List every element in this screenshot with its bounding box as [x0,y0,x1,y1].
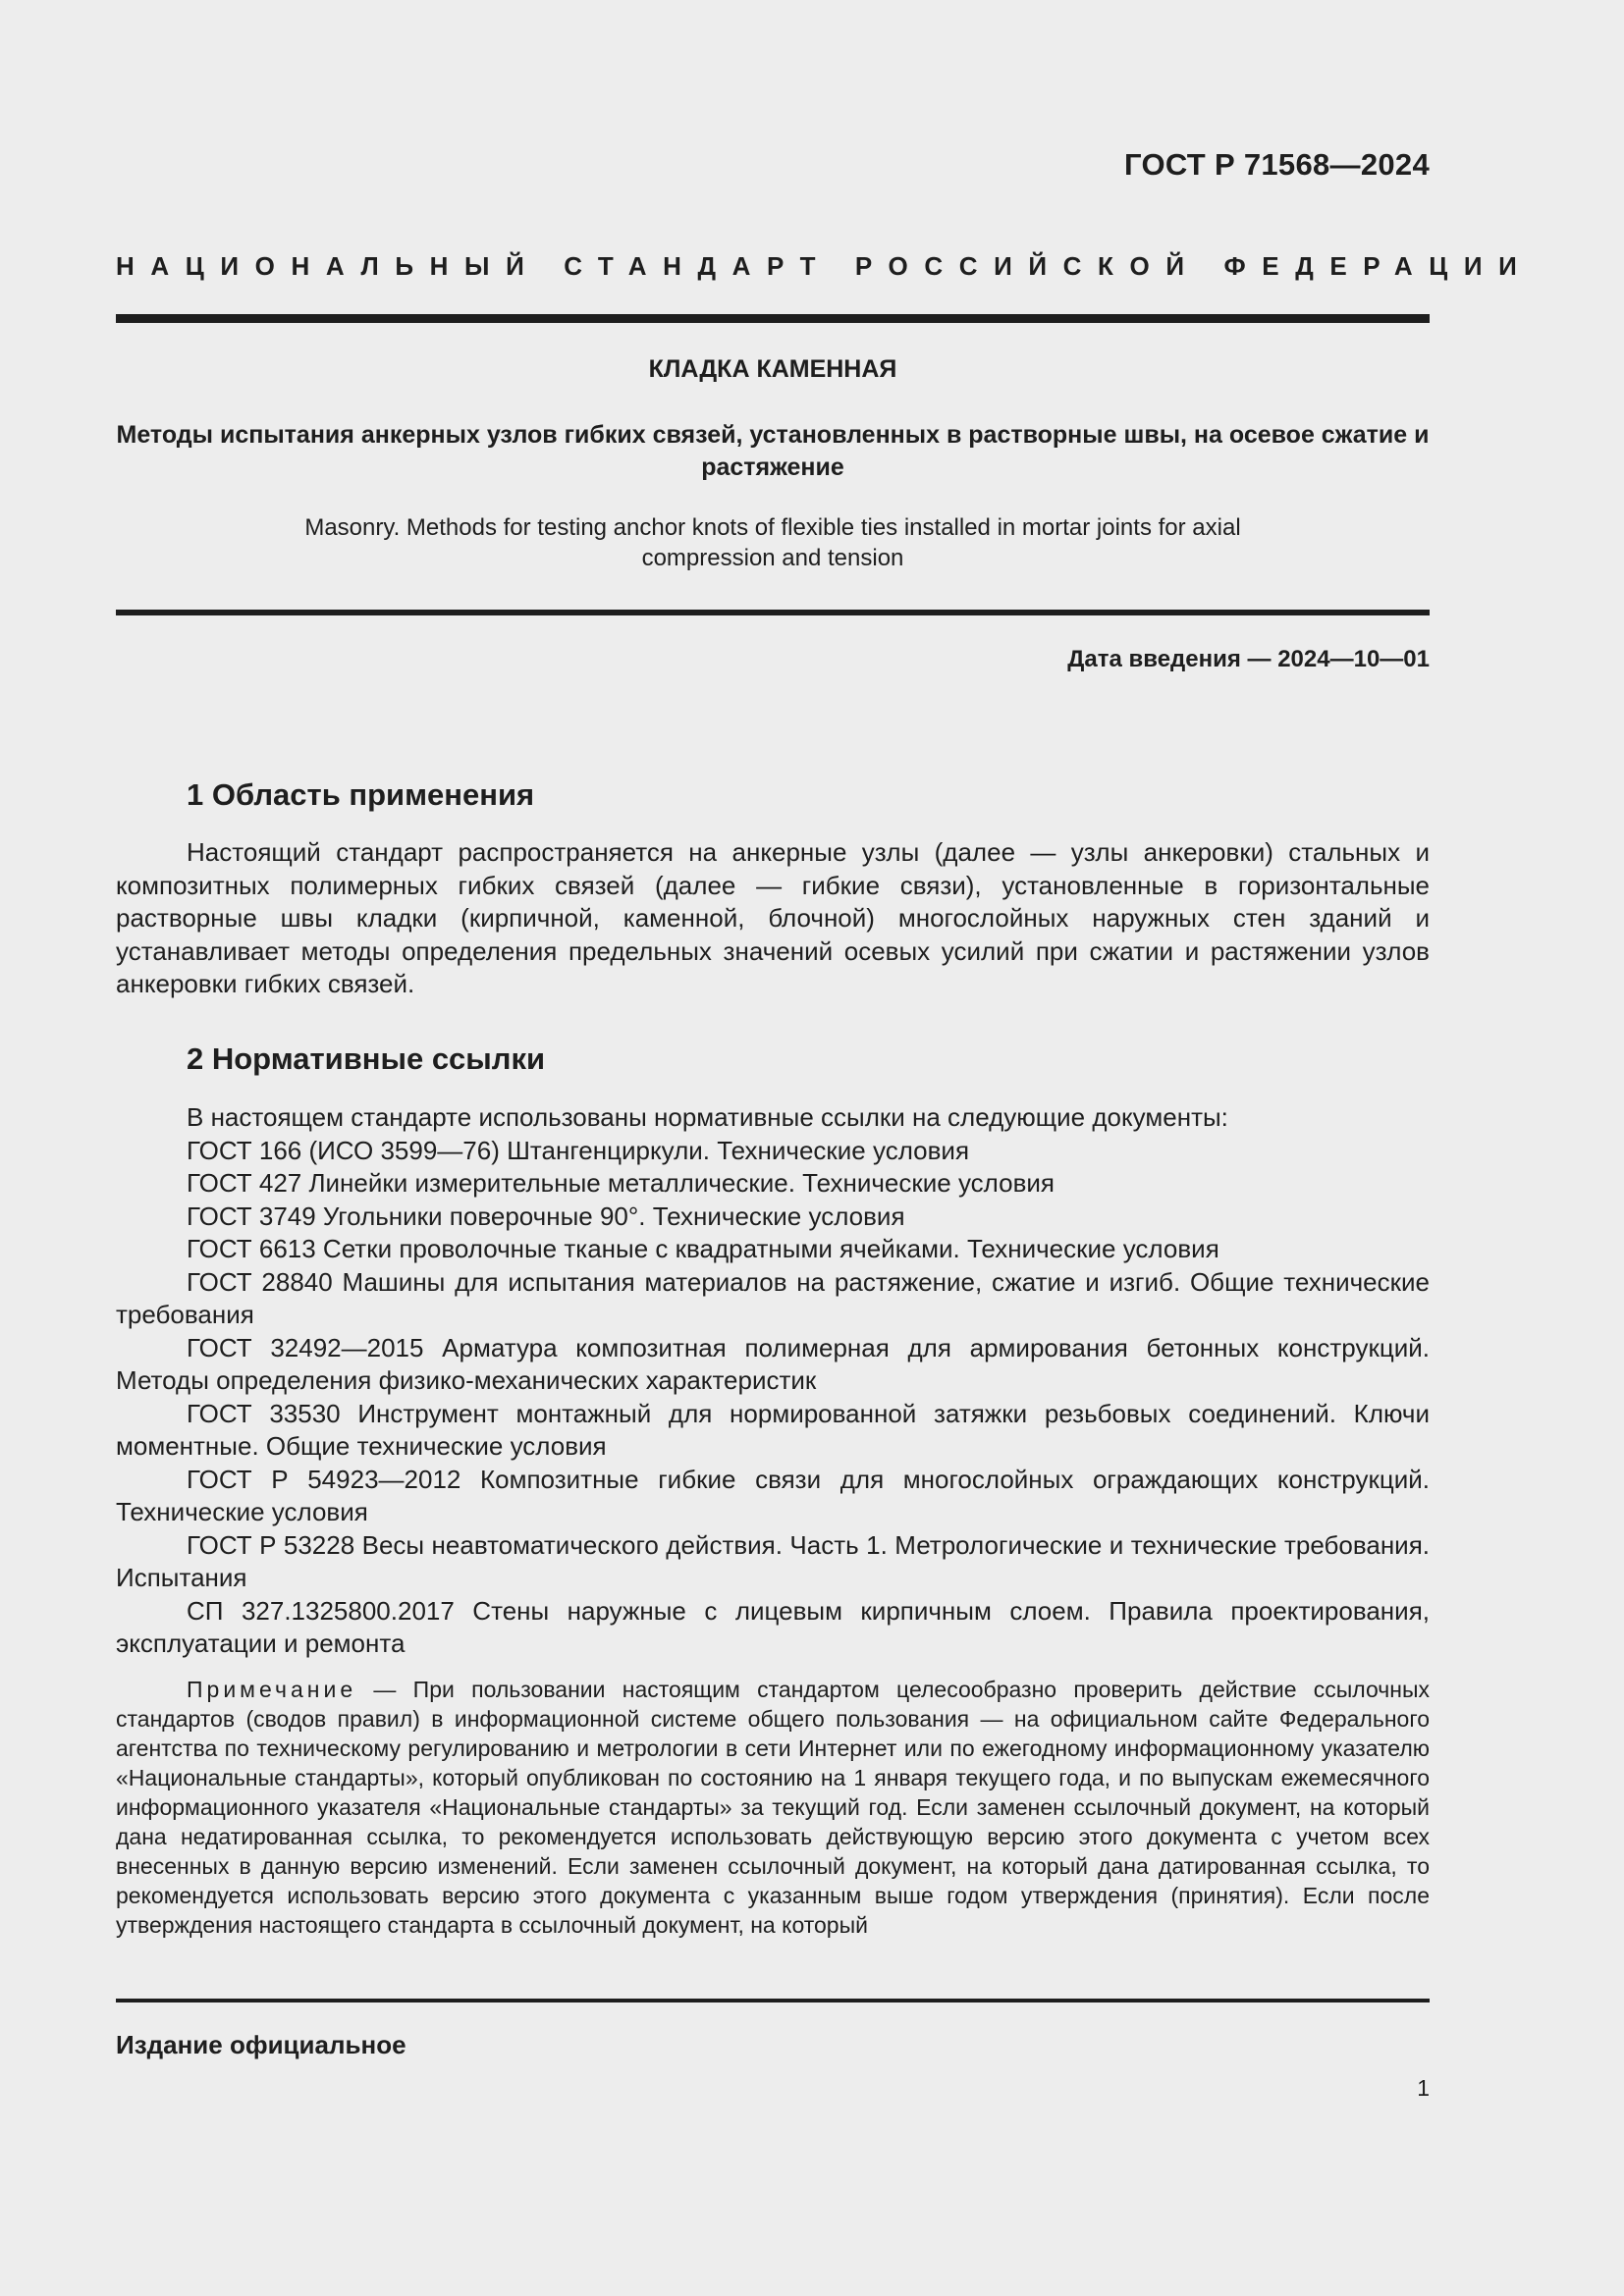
introduction-date: Дата введения — 2024—10—01 [1067,646,1430,672]
reference-item: ГОСТ 3749 Угольники поверочные 90°. Технические условия [187,1201,905,1231]
document-title: КЛАДКА КАМЕННАЯ [648,355,897,383]
note-text: — При пользовании настоящим стандартом целесообразно проверить действие ссылочных стандартов (сводов правил) в информационной системе общего пользования — на официальном сайте Федерального агентства по техническому регулированию и метрологии в сети Интернет или по ежегодному информационному указателю «Национальные стандарты», который опубликован по состоянию на 1 января текущего года, и по выпускам ежемесячного информационного указателя «Национальные стандарты» за текущий год. Если заменен ссылочный документ, на который дана недатированная ссылка, то рекомендуется использовать действующую версию этого документа с учетом всех внесенных в данную версию изменений. Если заменен ссылочный документ, на который дана датированная ссылка, то рекомендуется использовать версию этого документа с указанным выше годом утверждения (принятия). Если после утверждения настоящего стандарта в ссылочный документ, на который [116,1677,1430,1938]
reference-item: ГОСТ Р 54923—2012 Композитные гибкие связи для многослойных ограждающих конструкций. Технические условия [116,1464,1430,1526]
note-paragraph [116,1675,1430,1940]
reference-item: ГОСТ 28840 Машины для испытания материалов на растяжение, сжатие и изгиб. Общие технические требования [116,1266,1430,1329]
reference-item: ГОСТ Р 53228 Весы неавтоматического действия. Часть 1. Метрологические и технические требования. Испытания [116,1529,1430,1592]
title-divider [116,610,1430,615]
reference-item: ГОСТ 166 (ИСО 3599—76) Штангенциркули. Технические условия [187,1135,970,1165]
section-2-heading: 2 Нормативные ссылки [187,1041,546,1076]
reference-item: ГОСТ 32492—2015 Арматура композитная полимерная для армирования бетонных конструкций. Методы определения физико-механических характеристик [116,1332,1430,1395]
note-label: Примечание [187,1677,357,1702]
document-subtitle: Методы испытания анкерных узлов гибких связей, установленных в растворные швы, на осевое сжатие и растяжение [116,421,1430,481]
footer-divider [116,1999,1430,2002]
normative-references-list [116,1101,1430,1661]
standard-heading: НАЦИОНАЛЬНЫЙ СТАНДАРТ РОССИЙСКОЙ ФЕДЕРАЦИИ [116,251,1534,281]
reference-item: ГОСТ 427 Линейки измерительные металлические. Технические условия [187,1168,1055,1198]
edition-label: Издание официальное [116,2030,406,2059]
document-number: ГОСТ Р 71568—2024 [1124,147,1430,182]
english-title: Masonry. Methods for testing anchor knots of flexible ties installed in mortar joints for axial compression and tension [304,514,1241,571]
reference-item: ГОСТ 33530 Инструмент монтажный для нормированной затяжки резьбовых соединений. Ключи моментные. Общие технические условия [116,1398,1430,1461]
section-1-heading: 1 Область применения [187,777,535,812]
reference-item: ГОСТ 6613 Сетки проволочные тканые с квадратными ячейками. Технические условия [187,1234,1219,1263]
reference-item: СП 327.1325800.2017 Стены наружные с лицевым кирпичным слоем. Правила проектирования, эксплуатации и ремонта [116,1595,1430,1658]
page-number: 1 [1417,2075,1430,2101]
top-divider [116,314,1430,323]
section-1-text: Настоящий стандарт распространяется на анкерные узлы (далее — узлы анкеровки) стальных и композитных полимерных гибких связей (далее — гибкие связи), установленные в горизонтальные растворные швы кладки (кирпичной, каменной, блочной) многослойных наружных стен зданий и устанавливает методы определения предельных значений осевых усилий при сжатии и растяжении узлов анкеровки гибких связей. [116,837,1430,998]
references-intro: В настоящем стандарте использованы нормативные ссылки на следующие документы: [187,1102,1228,1132]
